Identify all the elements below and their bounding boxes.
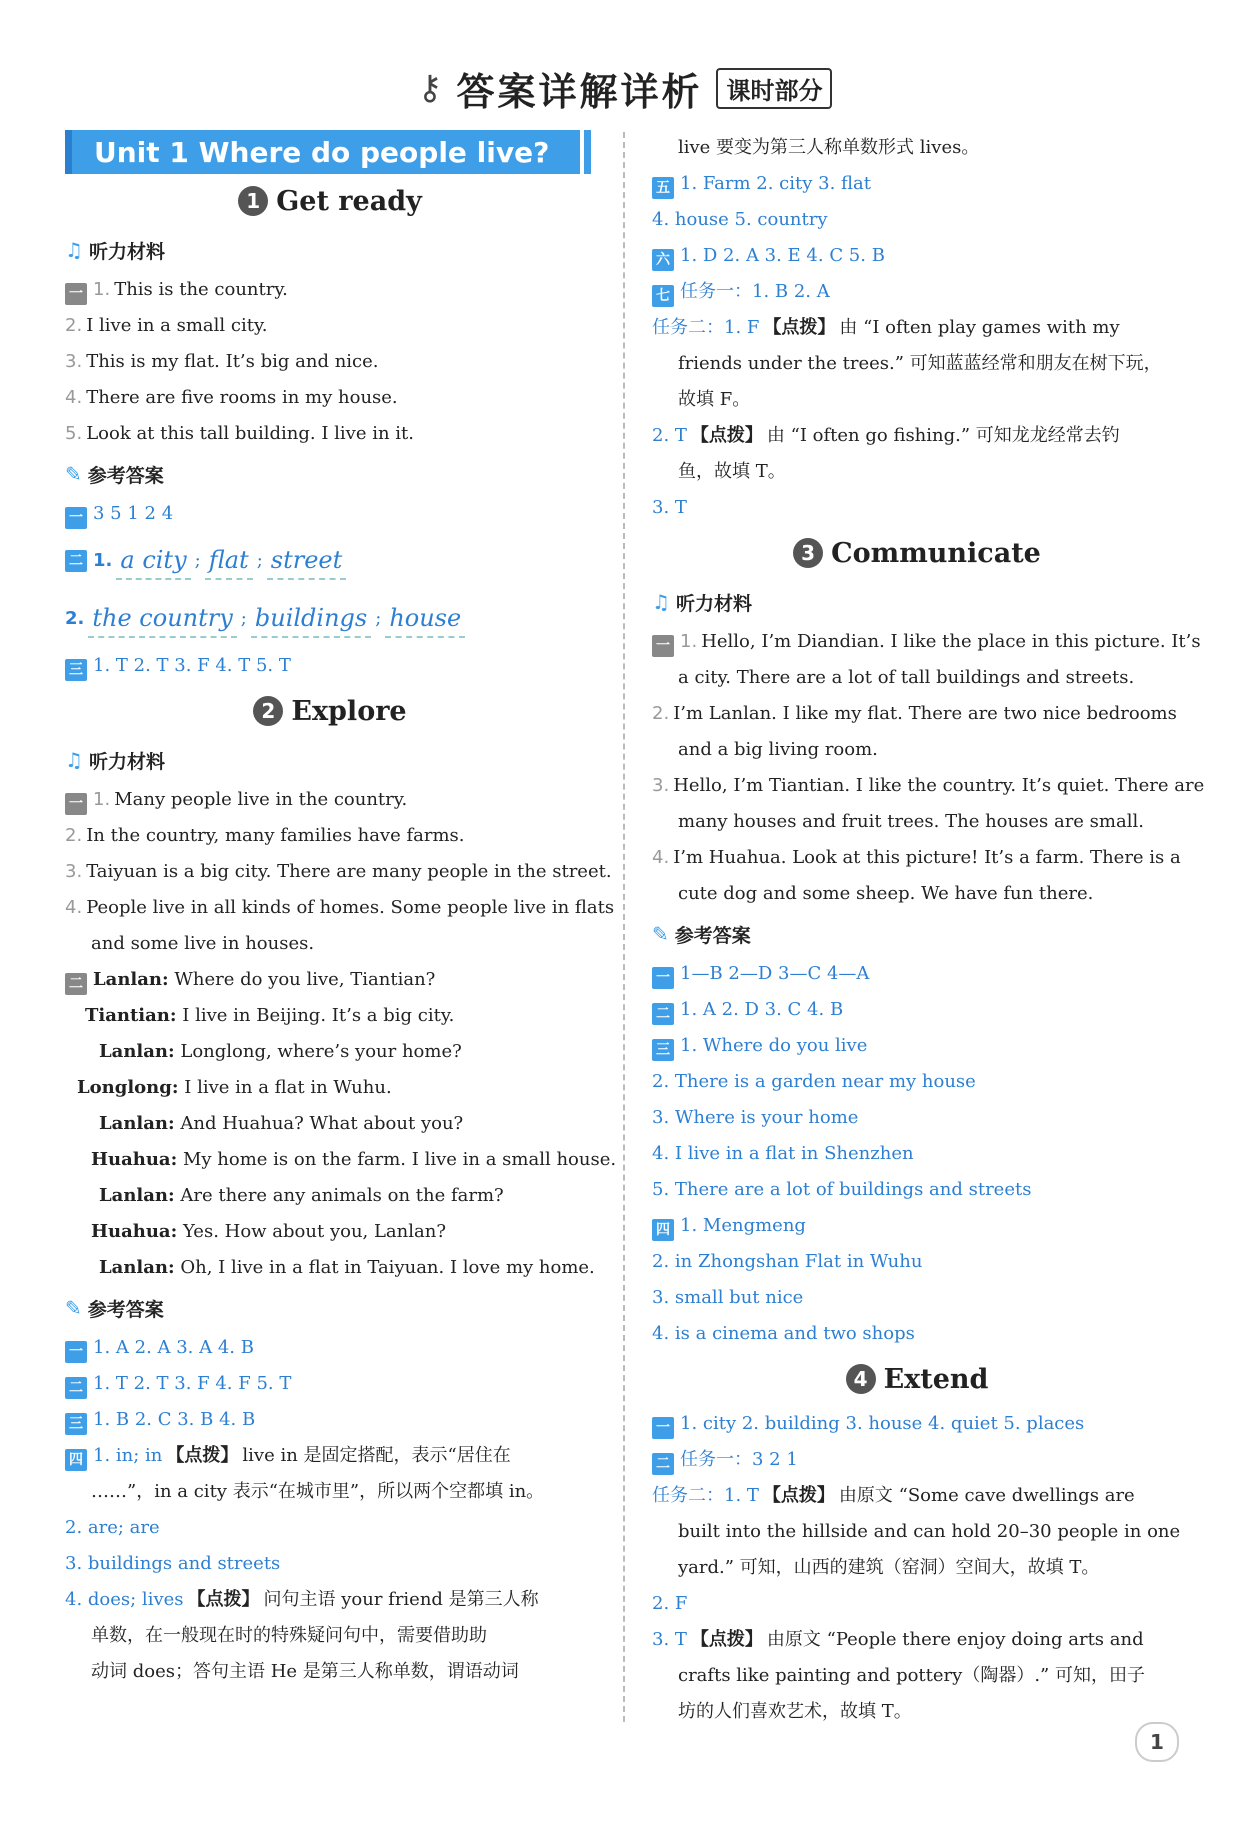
section-number: 2	[253, 696, 283, 726]
tip-text-continuation: 单数，在一般现在时的特殊疑问句中，需要借助助	[91, 1625, 487, 1646]
handwritten-answer: house	[385, 600, 465, 638]
answer-row	[652, 1208, 1182, 1244]
answer-row	[652, 1244, 1182, 1280]
listening-label: 听力材料	[88, 750, 165, 773]
speaker: Lanlan:	[99, 1041, 175, 1062]
utterance: I live in a flat in Wuhu.	[184, 1077, 392, 1098]
answers-label: 参考答案	[674, 924, 751, 947]
headphones-icon: ♫	[65, 748, 83, 772]
speaker: Huahua:	[91, 1149, 178, 1170]
list-item	[65, 818, 595, 854]
page-header	[0, 60, 1250, 116]
item-text: I live in a small city.	[86, 315, 268, 336]
tip-text: 由 “I often go fishing.” 可知龙龙经常去钓	[766, 425, 1120, 446]
answer-row	[652, 992, 1182, 1028]
pen-icon: ✎	[65, 462, 82, 486]
speaker: Lanlan:	[93, 969, 169, 990]
answer-text: 1. A 2. A 3. A 4. B	[93, 1337, 254, 1358]
speaker: Lanlan:	[99, 1257, 175, 1278]
speaker: Longlong:	[77, 1077, 179, 1098]
badge-one: 一	[65, 1341, 87, 1363]
answer-row	[652, 956, 1182, 992]
item-text: People live in all kinds of homes. Some people live in flats	[86, 897, 615, 918]
speaker: Tiantian:	[85, 1005, 177, 1026]
list-item	[65, 308, 595, 344]
utterance: Oh, I live in a flat in Taiyuan. I love my home.	[180, 1257, 595, 1278]
answer-text: 1. T 2. T 3. F 4. F 5. T	[93, 1373, 292, 1394]
answer-text: 3 5 1 2 4	[93, 503, 174, 524]
badge-two: 二	[65, 550, 87, 572]
utterance: I live in Beijing. It’s a big city.	[182, 1005, 455, 1026]
tip-text-continuation: 动词 does；答句主语 He 是第三人称单数，谓语动词	[91, 1661, 519, 1682]
answer-text: 4. house 5. country	[652, 209, 828, 230]
tip-text-continuation: built into the hillside and can hold 20–30 people in one	[678, 1521, 1181, 1542]
dialogue-line	[65, 1250, 595, 1286]
badge-two: 二	[65, 1377, 87, 1399]
answer-num: 2.	[65, 608, 85, 629]
item-num: 1.	[93, 279, 111, 300]
list-item	[65, 344, 595, 380]
badge-five: 五	[652, 177, 674, 199]
answer-text: 4. I live in a flat in Shenzhen	[652, 1143, 914, 1164]
handwritten-answer: buildings	[251, 600, 371, 638]
answer-text: 任务一：3 2 1	[680, 1449, 798, 1470]
item-num: 3.	[65, 351, 83, 372]
tip-label: 【点拨】	[690, 425, 763, 446]
answer-row	[652, 202, 1182, 238]
answers-header	[65, 1286, 595, 1330]
section-get-ready	[65, 174, 595, 228]
answer-row	[652, 1586, 1182, 1622]
answer-text: 1. D 2. A 3. E 4. C 5. B	[680, 245, 885, 266]
answer-row	[65, 1330, 595, 1366]
handwritten-answer: a city	[116, 542, 190, 580]
badge-seven: 七	[652, 285, 674, 307]
answer-row	[65, 1546, 595, 1582]
tip-label: 【点拨】	[166, 1445, 239, 1466]
answer-row	[65, 1582, 595, 1618]
badge-four: 四	[65, 1449, 87, 1471]
item-text: There are five rooms in my house.	[86, 387, 398, 408]
answer-text: 1—B 2—D 3—C 4—A	[680, 963, 870, 984]
badge-one: 一	[652, 967, 674, 989]
answers-label: 参考答案	[87, 464, 164, 487]
badge-three: 三	[65, 1413, 87, 1435]
tip-text-continuation: 坊的人们喜欢艺术，故填 T。	[678, 1701, 912, 1722]
tip-text-continuation: 鱼，故填 T。	[678, 461, 786, 482]
item-text: Many people live in the country.	[114, 789, 408, 810]
unit-title-bar	[65, 130, 595, 174]
answer-row	[652, 274, 1182, 310]
answer-row	[652, 1478, 1182, 1514]
badge-one: 一	[652, 635, 674, 657]
item-text: I’m Lanlan. I like my flat. There are two nice bedrooms	[673, 703, 1177, 724]
dialogue-line	[65, 998, 595, 1034]
right-column	[652, 130, 1205, 1730]
answer-row	[652, 1136, 1182, 1172]
answer-row: 二 1. a city ; flat ; street	[65, 532, 595, 590]
tip-text: 由原文 “People there enjoy doing arts and	[766, 1629, 1144, 1650]
unit-title: Unit 1 Where do people live?	[94, 135, 550, 169]
answers-header	[652, 912, 1182, 956]
item-num: 4.	[65, 387, 83, 408]
item-text: Taiyuan is a big city. There are many people in the street.	[86, 861, 612, 882]
answer-text: 2. are; are	[65, 1517, 160, 1538]
answer-text: 1. in; in	[93, 1445, 163, 1466]
dialogue-line	[65, 1034, 595, 1070]
list-item-continuation: and a big living room.	[678, 739, 878, 760]
answer-text: 任务二：1. F	[652, 317, 760, 338]
item-text: Hello, I’m Diandian. I like the place in this picture. It’s	[701, 631, 1201, 652]
answer-row	[652, 1280, 1182, 1316]
item-text: This is my flat. It’s big and nice.	[86, 351, 379, 372]
listening-label: 听力材料	[675, 592, 752, 615]
answer-row	[652, 1316, 1182, 1352]
answer-text: 3. small but nice	[652, 1287, 804, 1308]
tip-text: 由原文 “Some cave dwellings are	[838, 1485, 1135, 1506]
tip-text-continuation: yard.” 可知，山西的建筑（窑洞）空间大，故填 T。	[678, 1557, 1100, 1578]
answer-row	[652, 1622, 1182, 1658]
list-item	[65, 890, 615, 926]
section-extend	[652, 1352, 1182, 1406]
answer-text: 1. T 2. T 3. F 4. T 5. T	[93, 655, 291, 676]
section-title: Explore	[291, 695, 407, 727]
tip-label: 【点拨】	[763, 317, 836, 338]
badge-one: 一	[652, 1417, 674, 1439]
listening-header	[65, 228, 595, 272]
handwritten-answer: flat	[205, 542, 253, 580]
tip-text: 由 “I often play games with my	[839, 317, 1120, 338]
item-text: Look at this tall building. I live in it.	[86, 423, 415, 444]
utterance: And Huahua? What about you?	[180, 1113, 464, 1134]
item-text: This is the country.	[114, 279, 288, 300]
badge-six: 六	[652, 249, 674, 271]
listening-header	[65, 738, 595, 782]
item-num: 5.	[65, 423, 83, 444]
tip-label: 【点拨】	[690, 1629, 763, 1650]
answer-row	[652, 1442, 1182, 1478]
tip-text-continuation: live 要变为第三人称单数形式 lives。	[678, 137, 980, 158]
listening-label: 听力材料	[88, 240, 165, 263]
item-num: 2.	[65, 825, 83, 846]
answer-text: 1. Farm 2. city 3. flat	[680, 173, 872, 194]
answer-row	[652, 418, 1182, 454]
answer-row	[65, 648, 595, 684]
badge-one: 一	[65, 507, 87, 529]
answer-text: 2. There is a garden near my house	[652, 1071, 976, 1092]
answer-row	[652, 1172, 1182, 1208]
section-number: 4	[846, 1364, 876, 1394]
item-num: 2.	[65, 315, 83, 336]
utterance: Are there any animals on the farm?	[180, 1185, 504, 1206]
answer-row	[65, 1402, 595, 1438]
badge-two: 二	[652, 1003, 674, 1025]
answer-row	[65, 1438, 595, 1474]
speaker: Huahua:	[91, 1221, 178, 1242]
page-number: 1	[1135, 1722, 1179, 1762]
answers-label: 参考答案	[87, 1298, 164, 1321]
answer-text: 4. is a cinema and two shops	[652, 1323, 915, 1344]
dialogue-line	[65, 1142, 617, 1178]
utterance: Where do you live, Tiantian?	[174, 969, 436, 990]
handwritten-answer: the country	[88, 600, 236, 638]
page-title: 答案详解详析	[456, 69, 703, 114]
answer-row	[652, 490, 1182, 526]
list-item	[652, 696, 1182, 732]
tip-text-continuation: ……”，in a city 表示“在城市里”，所以两个空都填 in。	[91, 1481, 545, 1502]
handwritten-answer: street	[267, 542, 346, 580]
answer-row	[652, 238, 1182, 274]
answer-text: 3. T	[652, 497, 687, 518]
answer-row	[652, 1064, 1182, 1100]
badge-two: 二	[65, 973, 87, 995]
answer-text: 2. in Zhongshan Flat in Wuhu	[652, 1251, 923, 1272]
section-explore	[65, 684, 595, 738]
section-communicate	[652, 526, 1182, 580]
answers-header	[65, 452, 595, 496]
badge-three: 三	[652, 1039, 674, 1061]
answer-text: 4. does; lives	[65, 1589, 184, 1610]
badge-one: 一	[65, 283, 87, 305]
utterance: My home is on the farm. I live in a small house.	[182, 1149, 617, 1170]
item-text: I’m Huahua. Look at this picture! It’s a farm. There is a	[673, 847, 1181, 868]
answer-text: 1. Where do you live	[680, 1035, 868, 1056]
item-num: 3.	[65, 861, 83, 882]
dialogue-line	[65, 1106, 595, 1142]
item-num: 2.	[652, 703, 670, 724]
tip-label: 【点拨】	[187, 1589, 260, 1610]
item-num: 3.	[652, 775, 670, 796]
answer-row	[652, 1028, 1182, 1064]
list-item	[65, 854, 612, 890]
section-title: Get ready	[276, 185, 422, 217]
list-item	[65, 380, 595, 416]
answer-text: 3. buildings and streets	[65, 1553, 281, 1574]
headphones-icon: ♫	[652, 590, 670, 614]
list-item-continuation: a city. There are a lot of tall buildings and streets.	[678, 667, 1135, 688]
answer-text: 2. T	[652, 425, 687, 446]
left-column	[65, 130, 617, 1690]
item-num: 4.	[652, 847, 670, 868]
dialogue-line	[65, 1178, 595, 1214]
section-number: 3	[793, 538, 823, 568]
dialogue-line	[65, 1214, 595, 1250]
pen-icon: ✎	[652, 922, 669, 946]
dialogue-line	[65, 1070, 595, 1106]
tip-text-continuation: 故填 F。	[678, 389, 751, 410]
tip-text-continuation: friends under the trees.” 可知蓝蓝经常和朋友在树下玩，	[678, 353, 1162, 374]
headphones-icon: ♫	[65, 238, 83, 262]
answer-num: 1.	[93, 550, 113, 571]
answer-row	[652, 166, 1182, 202]
badge-one: 一	[65, 793, 87, 815]
answer-text: 1. Mengmeng	[680, 1215, 806, 1236]
list-item	[65, 416, 595, 452]
pen-icon: ✎	[65, 1296, 82, 1320]
item-num: 1.	[680, 631, 698, 652]
speaker: Lanlan:	[99, 1113, 175, 1134]
utterance: Yes. How about you, Lanlan?	[182, 1221, 446, 1242]
speaker: Lanlan:	[99, 1185, 175, 1206]
list-item	[652, 768, 1205, 804]
item-text: In the country, many families have farms.	[86, 825, 465, 846]
list-item-continuation: many houses and fruit trees. The houses are small.	[678, 811, 1144, 832]
list-item	[652, 624, 1201, 660]
list-item	[652, 840, 1182, 876]
unit-bar-stripe	[573, 130, 595, 174]
list-item-continuation: cute dog and some sheep. We have fun there.	[678, 883, 1094, 904]
answer-text: 1. B 2. C 3. B 4. B	[93, 1409, 256, 1430]
key-icon: ⚷	[417, 68, 443, 108]
answer-text: 3. Where is your home	[652, 1107, 859, 1128]
utterance: Longlong, where’s your home?	[180, 1041, 462, 1062]
page-subtitle-box: 课时部分	[716, 68, 832, 109]
answer-text: 2. F	[652, 1593, 688, 1614]
tip-label: 【点拨】	[762, 1485, 835, 1506]
list-item	[65, 782, 595, 818]
item-num: 1.	[93, 789, 111, 810]
listening-header	[652, 580, 1182, 624]
answer-text: 任务二：1. T	[652, 1485, 759, 1506]
answer-text: 5. There are a lot of buildings and streets	[652, 1179, 1032, 1200]
list-item-continuation: and some live in houses.	[91, 933, 315, 954]
badge-three: 三	[65, 659, 87, 681]
section-title: Extend	[883, 1363, 989, 1395]
tip-text: 问句主语 your friend 是第三人称	[263, 1589, 539, 1610]
tip-text-continuation: crafts like painting and pottery（陶器）.” 可知，田子	[678, 1665, 1145, 1686]
tip-text: live in 是固定搭配，表示“居住在	[242, 1445, 511, 1466]
item-num: 4.	[65, 897, 83, 918]
badge-two: 二	[652, 1453, 674, 1475]
dialogue-line	[65, 962, 595, 998]
answer-row	[65, 1366, 595, 1402]
section-title: Communicate	[831, 537, 1041, 569]
answer-row	[65, 1510, 595, 1546]
item-text: Hello, I’m Tiantian. I like the country. It’s quiet. There are	[673, 775, 1205, 796]
answer-row	[652, 1406, 1182, 1442]
answer-row	[652, 1100, 1182, 1136]
badge-four: 四	[652, 1219, 674, 1241]
answer-text: 1. A 2. D 3. C 4. B	[680, 999, 844, 1020]
answer-text: 1. city 2. building 3. house 4. quiet 5. places	[680, 1413, 1085, 1434]
list-item	[65, 272, 595, 308]
answer-row	[65, 496, 595, 532]
answer-text: 任务一：1. B 2. A	[680, 281, 830, 302]
answer-row	[652, 310, 1182, 346]
section-number: 1	[238, 186, 268, 216]
answer-text: 3. T	[652, 1629, 687, 1650]
answer-row: 2. the country ; buildings ; house	[65, 590, 595, 648]
column-divider	[623, 132, 625, 1722]
